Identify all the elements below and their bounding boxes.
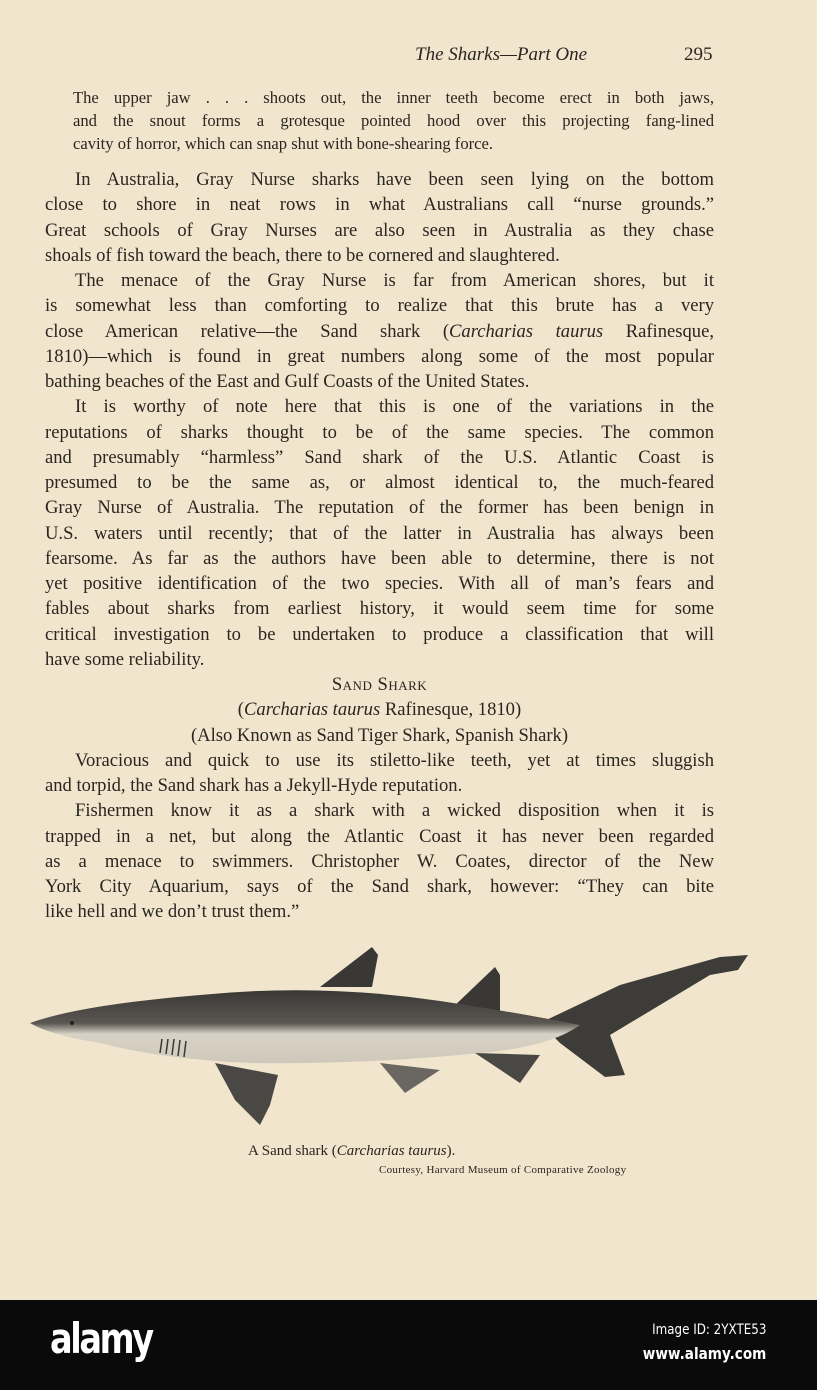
text-run: fearsome. As far as the authors have been able to determine, there is not (45, 547, 714, 569)
text-line (45, 798, 714, 823)
caption-text: A Sand shark ( (248, 1143, 337, 1159)
shark-pelvic-fin (380, 1063, 440, 1093)
text-line (45, 849, 714, 874)
block-quote (73, 86, 714, 155)
text-run: critical investigation to be undertaken to produce a classification that will (45, 623, 714, 645)
text-run: (Also Known as Sand Tiger Shark, Spanish Shark) (190, 724, 569, 746)
sand-shark-illustration (20, 935, 760, 1135)
shark-anal-fin (475, 1053, 540, 1083)
text-run: is somewhat less than comforting to realize that this brute has a very (45, 295, 714, 317)
text-run: Sand Shark (331, 674, 428, 695)
text-line (45, 571, 714, 596)
text-line (45, 369, 714, 394)
text-line (45, 445, 714, 470)
text-line (45, 344, 714, 369)
body-text (45, 167, 714, 925)
text-run: 1810)—which is found in great numbers along some of the most popular (45, 345, 714, 367)
italic-text: Carcharias taurus (449, 320, 604, 342)
caption-species: Carcharias taurus (336, 1143, 447, 1159)
shark-first-dorsal-fin (320, 947, 378, 987)
text-line (73, 132, 714, 155)
text-run: The menace of the Gray Nurse is far from American shores, but it (75, 270, 714, 291)
text-line (45, 218, 714, 243)
text-run: ( (237, 699, 244, 721)
text-run: cavity of horror, which can snap shut with bone-shearing force. (73, 134, 494, 153)
text-run: Voracious and quick to use its stiletto-like teeth, yet at times sluggish (75, 749, 714, 771)
shark-eye (70, 1021, 74, 1025)
running-title: The Sharks—Part One (415, 44, 588, 65)
text-run: It is worthy of note here that this is one of the variations in the (75, 396, 714, 418)
text-run: like hell and we don’t trust them.” (45, 901, 300, 923)
text-line (45, 672, 714, 697)
text-line (45, 495, 714, 520)
text-run: yet positive identification of the two species. With all of man’s fears and (45, 573, 714, 594)
text-line (45, 748, 714, 773)
text-run: York City Aquarium, says of the Sand shark, however: “They can bite (45, 876, 714, 897)
text-run: Great schools of Gray Nurses are also seen in Australia as they chase (45, 219, 714, 241)
text-line (45, 723, 714, 748)
text-run: shoals of fish toward the beach, there to be cornered and slaughtered. (45, 244, 560, 266)
text-line (45, 647, 714, 672)
text-run: close American relative—the Sand shark ( (45, 320, 450, 342)
image-id: Image ID: 2YXTE53 (651, 1322, 766, 1338)
watermark-bar (0, 1300, 817, 1390)
text-run: have some reliability. (45, 648, 205, 670)
caption-end: ). (446, 1143, 456, 1159)
text-line (45, 319, 714, 344)
text-run: Rafinesque, (603, 320, 714, 342)
page-number: 295 (684, 44, 713, 65)
text-line (45, 243, 714, 268)
text-line (45, 470, 714, 495)
text-line (45, 824, 714, 849)
shark-pectoral-fin (215, 1063, 278, 1125)
text-line (45, 622, 714, 647)
text-run: In Australia, Gray Nurse sharks have been seen lying on the bottom (75, 169, 714, 190)
text-run: The upper jaw . . . shoots out, the inner teeth become erect in both jaws, (73, 88, 714, 107)
text-line (45, 394, 714, 419)
text-line (45, 596, 714, 621)
figure-credit: Courtesy, Harvard Museum of Comparative Zoology (379, 1164, 627, 1176)
text-line (45, 420, 714, 445)
text-run: Rafinesque, 1810) (380, 699, 522, 721)
text-line (73, 109, 714, 132)
text-run: U.S. waters until recently; that of the latter in Australia has always been (45, 522, 714, 544)
text-run: presumed to be the same as, or almost identical to, the much-feared (45, 472, 714, 493)
text-run: Gray Nurse of Australia. The reputation of the former has been benign in (45, 497, 714, 519)
text-line (73, 86, 714, 109)
watermark-url: www.alamy.com (642, 1344, 766, 1363)
text-run: close to shore in neat rows in what Australians call “nurse grounds.” (45, 194, 714, 216)
text-line (45, 773, 714, 798)
text-line (45, 697, 714, 722)
text-line (45, 268, 714, 293)
text-line (45, 874, 714, 899)
text-run: fables about sharks from earliest history, it would seem time for some (45, 598, 714, 620)
text-line (45, 546, 714, 571)
alamy-logo: alamy (50, 1314, 152, 1363)
text-line (45, 293, 714, 318)
text-run: reputations of sharks thought to be of the same species. The common (45, 421, 714, 443)
text-line (45, 899, 714, 924)
text-run: and presumably “harmless” Sand shark of the U.S. Atlantic Coast is (45, 446, 714, 468)
text-run: Fishermen know it as a shark with a wicked disposition when it is (75, 800, 714, 822)
text-run: bathing beaches of the East and Gulf Coasts of the United States. (45, 371, 530, 392)
text-line (45, 521, 714, 546)
text-run: and the snout forms a grotesque pointed hood over this projecting fang-lined (73, 111, 714, 130)
shark-tail (540, 955, 748, 1077)
text-run: trapped in a net, but along the Atlantic Coast it has never been regarded (45, 825, 714, 847)
italic-text: Carcharias taurus (244, 699, 381, 721)
text-run: as a menace to swimmers. Christopher W. Coates, director of the New (45, 850, 714, 872)
figure-caption (248, 1143, 455, 1160)
text-run: and torpid, the Sand shark has a Jekyll-Hyde reputation. (45, 775, 463, 796)
text-line (45, 192, 714, 217)
text-line (45, 167, 714, 192)
